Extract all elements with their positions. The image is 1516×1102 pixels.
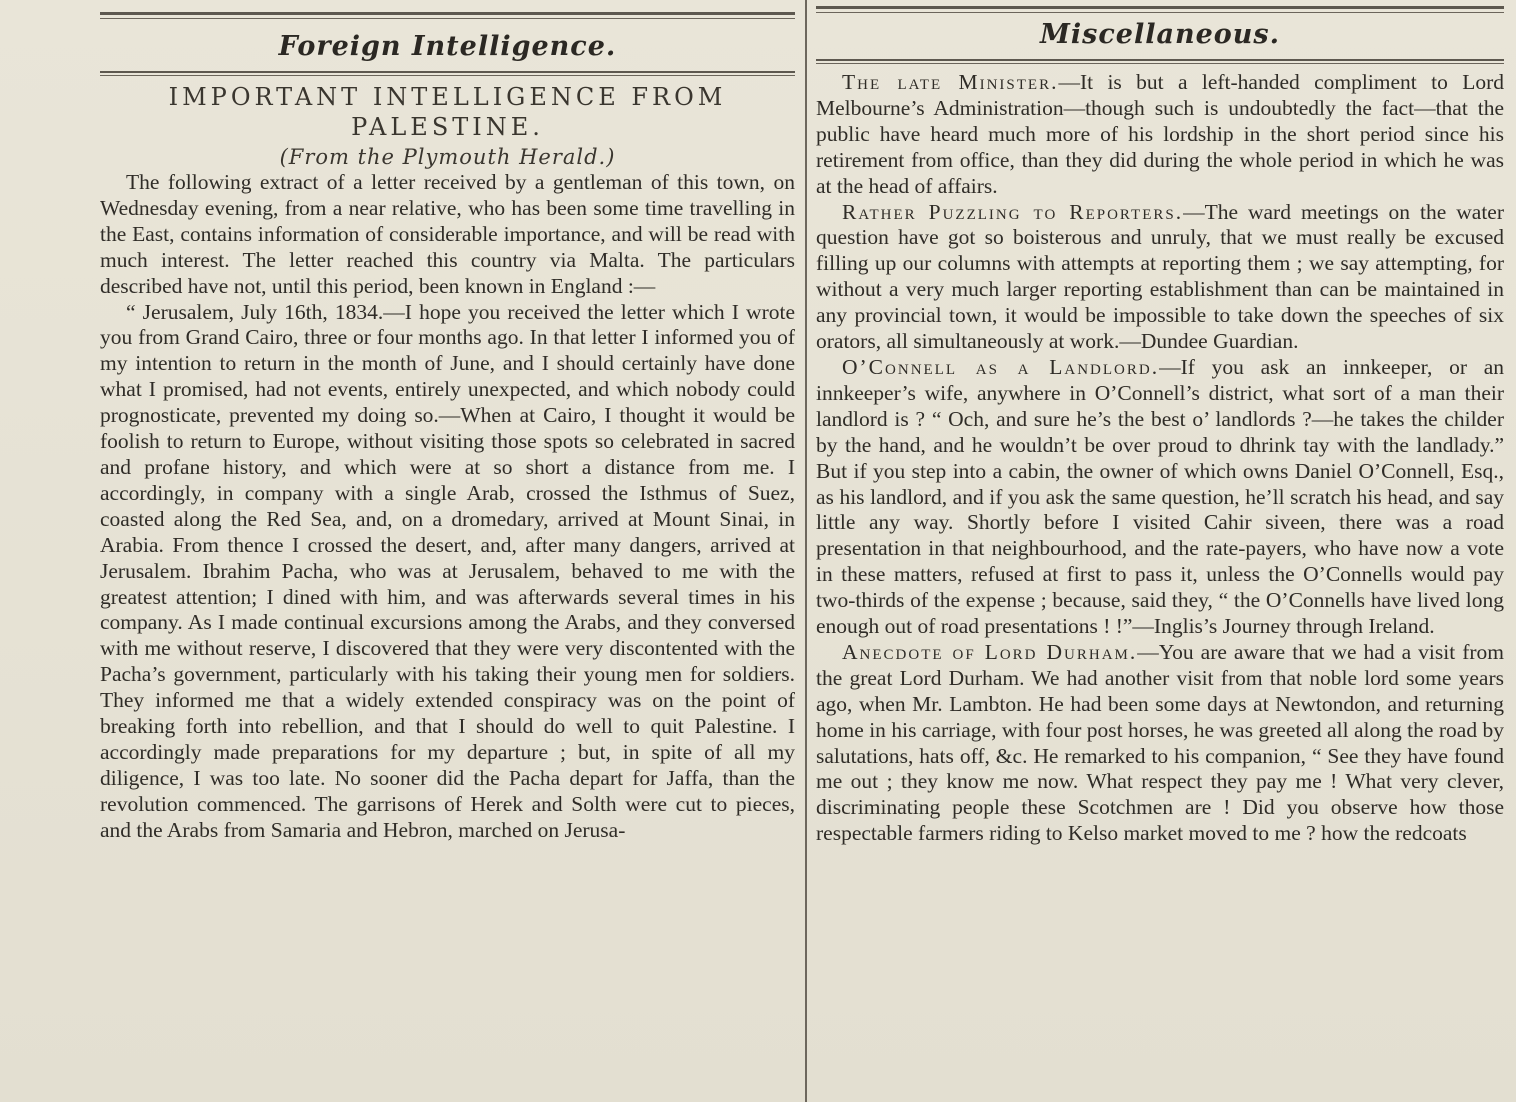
title-rule-right [816,59,1504,61]
article-body [100,170,795,844]
misc-item-heading: The late Minister. [842,70,1059,94]
misc-item-durham [816,640,1504,847]
article-source: (From the Plymouth Herald.) [279,145,616,169]
misc-item-text: —The ward meetings on the water question have got so boisterous and unruly, that we must really be excused filling up our columns with attempts at reporting them ; we say attempting, for without a very much larger reporting establishment than can be maintained in any provincial town, it would be impossible to take down the speeches of six orators, all simultaneously at work.—Dundee Guardian. [816,199,1504,354]
top-rule [100,12,795,15]
article-letter-paragraph: “ Jerusalem, July 16th, 1834.—I hope you received the letter which I wrote you from Grand Cairo, three or four months ago. In that letter I informed you of my intention to return in the month of June, and I should certainly have done what I promised, had not events, entirely unexpected, and which nobody could prognosticate, prevented my doing so.—When at Cairo, I thought it would be foolish to return to Europe, without visiting those spots so celebrated in sacred and profane history, and which were at so short a distance from me. I accordingly, in company with a single Arab, crossed the Isthmus of Suez, coasted along the Red Sea, and, on a dromedary, arrived at Mount Sinai, in Arabia. From thence I crossed the desert, and, after many dangers, arrived at Jerusalem. Ibrahim Pacha, who was at Jerusalem, behaved to me with the greatest attention; I dined with him, and was afterwards several times in his company. As I made continual excursions among the Arabs, and they conversed with me without reserve, I discovered that they were very discontented with the Pacha’s government, particularly with his taking their young men for soldiers. They informed me that a widely extended conspiracy was on the point of breaking forth into rebellion, and that I should do well to quit Palestine. I accordingly made preparations for my departure ; but, in spite of all my diligence, I was too late. No sooner did the Pacha depart for Jaffa, than the revolution commenced. The garrisons of Herek and Solth were cut to pieces, and the Arabs from Samaria and Hebron, marched on Jerusa- [100,299,795,842]
title-rule-right-thin [816,63,1504,64]
headline-line-1: IMPORTANT INTELLIGENCE FROM [168,83,727,111]
misc-item-heading: O’Connell as a Landlord. [842,354,1160,379]
article-intro-paragraph: The following extract of a letter received by a gentleman of this town, on Wednesday evening, from a near relative, who has been some time travelling in the East, contains information of considerable importance, and will be read with much interest. The letter reached this country via Malta. The particulars described have not, until this period, been known in England :— [100,170,795,298]
headline-line-2: PALESTINE. [351,113,544,141]
title-rule-thin [100,75,795,76]
section-title-miscellaneous: Miscellaneous. [1039,19,1281,50]
top-rule-right-thin [816,12,1504,13]
miscellaneous-body [816,70,1504,847]
misc-item-text: —It is but a left-handed compliment to Lord Melbourne’s Administration—though such is undoubtedly the fact—that the public have heard much more of his lordship in the short period since his retirement from office, than they did during the whole period in which he was at the head of affairs. [816,70,1504,198]
left-column [100,0,795,1102]
top-rule-thin [100,18,795,19]
misc-item-heading: Rather Puzzling to Reporters. [842,199,1184,224]
misc-item-late-minister [816,70,1504,200]
misc-item-reporters [816,200,1504,355]
misc-item-text: —If you ask an innkeeper, or an innkeeper’s wife, anywhere in O’Connell’s district, what sort of a man their landlord is ? “ Och, and sure he’s the best o’ landlords ?—he takes the childer by the hand, and he wouldn’t be over proud to dhrink tay with the landlady.” But if you step into a cabin, the owner of which owns Daniel O’Connell, Esq., as his landlord, and if you ask the same question, he’ll scratch his head, and say little any way. Shortly before I visited Cahir siveen, there was a road presentation in that neighbourhood, and the rate-payers, who have now a vote in these matters, refused at first to pass it, unless the O’Connells would pay two-thirds of the expense ; because, said they, “ the O’Connells have lived long enough out of road presentations ! !”—Inglis’s Journey through Ireland. [816,354,1504,639]
column-divider [805,0,807,1102]
title-rule [100,71,795,73]
misc-item-text: —You are aware that we had a visit from the great Lord Durham. We had another visit from that noble lord some years ago, when Mr. Lambton. He had been some days at Newtondon, and returning home in his carriage, with four post horses, he was greeted all along the road by salutations, hats off, &c. He remarked to his companion, “ See they have found me out ; they know me now. What respect they pay me ! What very clever, discriminating people these Scotchmen are ! Did you observe how those respectable farmers riding to Kelso market moved to me ? how the redcoats [816,639,1504,846]
right-column [816,0,1504,1102]
section-title-foreign: Foreign Intelligence. [278,31,617,62]
top-rule-right [816,6,1504,9]
misc-item-oconnell [816,355,1504,640]
misc-item-heading: Anecdote of Lord Durham. [842,639,1138,664]
